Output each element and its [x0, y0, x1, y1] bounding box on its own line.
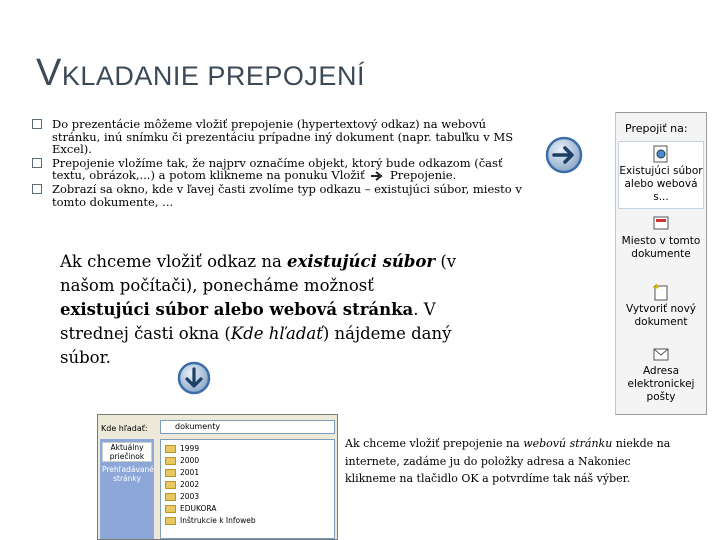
list-item [165, 455, 330, 467]
option-place-in-document[interactable] [618, 215, 704, 267]
bottom-text: Ak chceme vložiť prepojenie na [345, 437, 524, 450]
list-item [165, 515, 330, 527]
arrow-right-icon [544, 135, 584, 175]
new-document-icon [652, 283, 670, 301]
bullet-item [32, 118, 532, 156]
paragraph-text: Ak chceme vložiť odkaz na [60, 252, 288, 271]
paragraph-text: (v našom počítači), ponecháme možnosť [60, 252, 457, 295]
option-existing-file[interactable] [618, 141, 704, 209]
list-item [165, 479, 330, 491]
folder-icon [165, 493, 176, 501]
file-list [160, 439, 335, 539]
bullet-text: Do prezentácie môžeme vložiť prepojenie (hypertextový odkaz) na webovú stránku, inú snímku či prezentáciu prípadne iný dokument (napr. tabuľku v MS Excel). [52, 117, 514, 157]
bullet-box-icon [32, 158, 42, 168]
list-item [165, 503, 330, 515]
bullet-box-icon [32, 119, 42, 129]
arrow-down-icon [176, 360, 212, 396]
folder-icon [165, 505, 176, 513]
bullet-list [32, 118, 532, 209]
bullet-item [32, 157, 532, 182]
email-icon [652, 345, 670, 363]
insert-hyperlink-dialog-screenshot [97, 414, 338, 540]
place-browsed-pages: Prehľadávané stránky [102, 465, 154, 483]
file-name: 2001 [180, 468, 200, 477]
option-new-document[interactable] [618, 283, 704, 335]
list-item [165, 491, 330, 503]
paragraph-text: . V strednej časti okna ( [60, 300, 436, 343]
list-item [165, 467, 330, 479]
bullet-box-icon [32, 184, 42, 194]
file-name: 2002 [180, 480, 200, 489]
arrow-right-icon [370, 171, 384, 181]
option-label: Vytvoriť nový dokument [625, 303, 697, 328]
folder-name: dokumenty [175, 422, 221, 431]
paragraph-emphasis: existujúci súbor [287, 252, 436, 271]
bullet-text: Zobrazí sa okno, kde v ľavej časti zvolíme typ odkazu – existujúci súbor, miesto v tomto dokumente, ... [52, 181, 522, 209]
option-email-address[interactable] [618, 345, 704, 409]
file-name: 2003 [180, 492, 200, 501]
look-in-combo [160, 420, 335, 434]
folder-icon [165, 517, 176, 525]
paragraph-text: ) nájdeme daný súbor. [60, 324, 452, 367]
folder-icon [165, 469, 176, 477]
option-label: Existujúci súbor alebo webová s... [619, 165, 703, 203]
bottom-text: niekde na internete, zadáme ju do položky adresa a Nakoniec klikneme na tlačidlo OK a potvrdíme tak náš výber. [345, 437, 671, 485]
folder-icon [165, 481, 176, 489]
folder-icon [165, 457, 176, 465]
paragraph-italic: Kde hľadať [230, 324, 323, 343]
file-name: Inštrukcie k Infoweb [180, 516, 256, 525]
bullet-item [32, 183, 532, 208]
title-first-letter: V [36, 52, 62, 94]
slide-title [36, 52, 365, 95]
bullet-text-before: Prepojenie vložíme tak, že najprv označíme objekt, ktorý bude odkazom (časť textu, obrázok,...) a potom klikneme na ponuku Vložiť [52, 155, 503, 183]
bullet-text-after: Prepojenie. [390, 168, 457, 183]
file-name: 2000 [180, 456, 200, 465]
file-name: EDUKORA [180, 504, 217, 513]
list-item [165, 443, 330, 455]
option-label: Adresa elektronickej pošty [627, 365, 695, 403]
look-in-label: Kde hľadať: [101, 424, 148, 433]
bottom-text-italic: webovú stránku [523, 437, 613, 450]
globe-document-icon [652, 145, 670, 163]
places-bar [100, 439, 154, 539]
paragraph-bold: existujúci súbor alebo webová stránka [60, 300, 414, 319]
place-current-folder: Aktuálny priečinok [102, 442, 152, 462]
title-rest: KLADANIE PREPOJENÍ [61, 61, 365, 91]
slide-document-icon [652, 215, 670, 233]
bottom-paragraph [345, 435, 675, 488]
option-label: Miesto v tomto dokumente [621, 235, 701, 260]
paragraph [60, 250, 460, 370]
link-to-panel [615, 112, 707, 415]
file-name: 1999 [180, 444, 200, 453]
folder-icon [165, 445, 176, 453]
bullet-text [52, 157, 532, 182]
panel-header: Prepojiť na: [625, 122, 688, 135]
